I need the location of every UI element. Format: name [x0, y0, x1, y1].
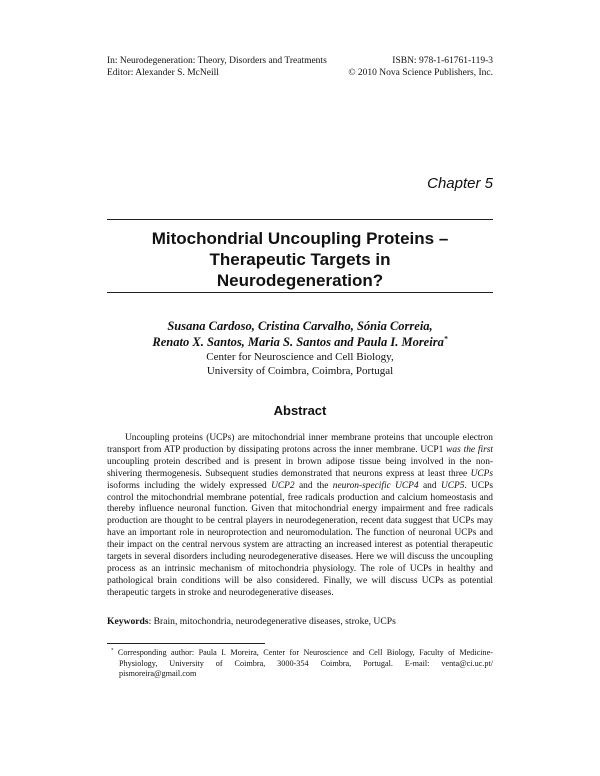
abstract-text-3: isoforms including the widely expressed	[107, 480, 272, 491]
author-list	[107, 318, 493, 350]
title-line-2: Therapeutic Targets in	[209, 250, 391, 269]
chapter-label: Chapter 5	[427, 175, 493, 192]
abstract-heading: Abstract	[273, 403, 327, 418]
keywords-label: Keywords	[107, 616, 149, 627]
title-line-1: Mitochondrial Uncoupling Proteins –	[151, 229, 449, 248]
affiliation-line-1: Center for Neuroscience and Cell Biology,	[206, 351, 394, 363]
keywords	[107, 616, 493, 628]
title-line-3: Neurodegeneration?	[216, 271, 384, 290]
authors-line-2-text: Renato X. Santos, Maria S. Santos and Paula I. Moreira	[152, 335, 444, 349]
abstract-em-2: UCPs	[470, 468, 493, 479]
title-bottom-rule	[107, 292, 493, 293]
abstract-text-2: uncoupling protein described and is present in brown adipose tissue being involved in the non-shivering thermogenesis. Subsequent studies demonstrated that neurons express at least three	[107, 456, 493, 479]
affiliation-line-2: University of Coimbra, Coimbra, Portugal	[206, 365, 394, 377]
abstract-em-3: UCP2	[271, 480, 295, 491]
abstract-text-5: and	[418, 480, 441, 491]
authors-line-1: Susana Cardoso, Cristina Carvalho, Sónia Correia,	[167, 319, 433, 333]
abstract-text-4: and the	[294, 480, 333, 491]
title-top-rule	[107, 219, 493, 220]
isbn: ISBN: 978-1-61761-119-3	[392, 56, 493, 66]
footnote-rule	[107, 643, 265, 644]
affiliation	[107, 350, 493, 378]
abstract-text-6: . UCPs control the mitochondrial membrane potential, free radicals production and calcium homeostasis and thereby influence neuronal function. Given that mitochondrial energy impairment and free radicals production are thought to be central players in neurodegeneration, recent data suggest that UCPs may have an important role in neuroprotection and neuromodulation. The function of neuronal UCPs and their impact on the central nervous system are attracting an increased interest as potential therapeutic targets in several disorders including neurodegenerative diseases. Here we will discuss the uncoupling process as an intrinsic mechanism of mitochondria physiology. The role of UCPs in healthy and pathological brain conditions will be also considered. Finally, we will discuss UCPs as potential therapeutic targets in stroke and neurodegenerative diseases.	[107, 480, 494, 598]
footnote-text: Corresponding author: Paula I. Moreira, Center for Neuroscience and Cell Biology, Faculty of Medicine-Physiology, University of Coimbra, 3000-354 Coimbra, Portugal. E-mail: venta@ci.uc.pt/ pismoreira@gmail.com	[113, 648, 493, 679]
corresponding-author-mark: *	[443, 333, 448, 343]
authors-line-2	[107, 334, 493, 350]
abstract-em-5: UCP5	[440, 480, 465, 491]
abstract-em-4: neuron-specific UCP4	[332, 480, 419, 491]
abstract-body	[107, 433, 493, 600]
book-title-line: In: Neurodegeneration: Theory, Disorders and Treatments	[107, 56, 327, 66]
footnote-mark: *	[111, 648, 114, 654]
abstract-text-1: Uncoupling proteins (UCPs) are mitochondrial inner membrane proteins that uncouple electron transport from ATP production by dissipating protons across the inner membrane. UCP1	[107, 433, 493, 455]
chapter-title	[107, 228, 493, 291]
footnote	[107, 648, 493, 680]
copyright: © 2010 Nova Science Publishers, Inc.	[348, 68, 493, 78]
editor-line: Editor: Alexander S. McNeill	[107, 68, 219, 78]
keywords-text: : Brain, mitochondria, neurodegenerative diseases, stroke, UCPs	[148, 616, 396, 627]
abstract-em-1: was the first	[446, 444, 494, 455]
